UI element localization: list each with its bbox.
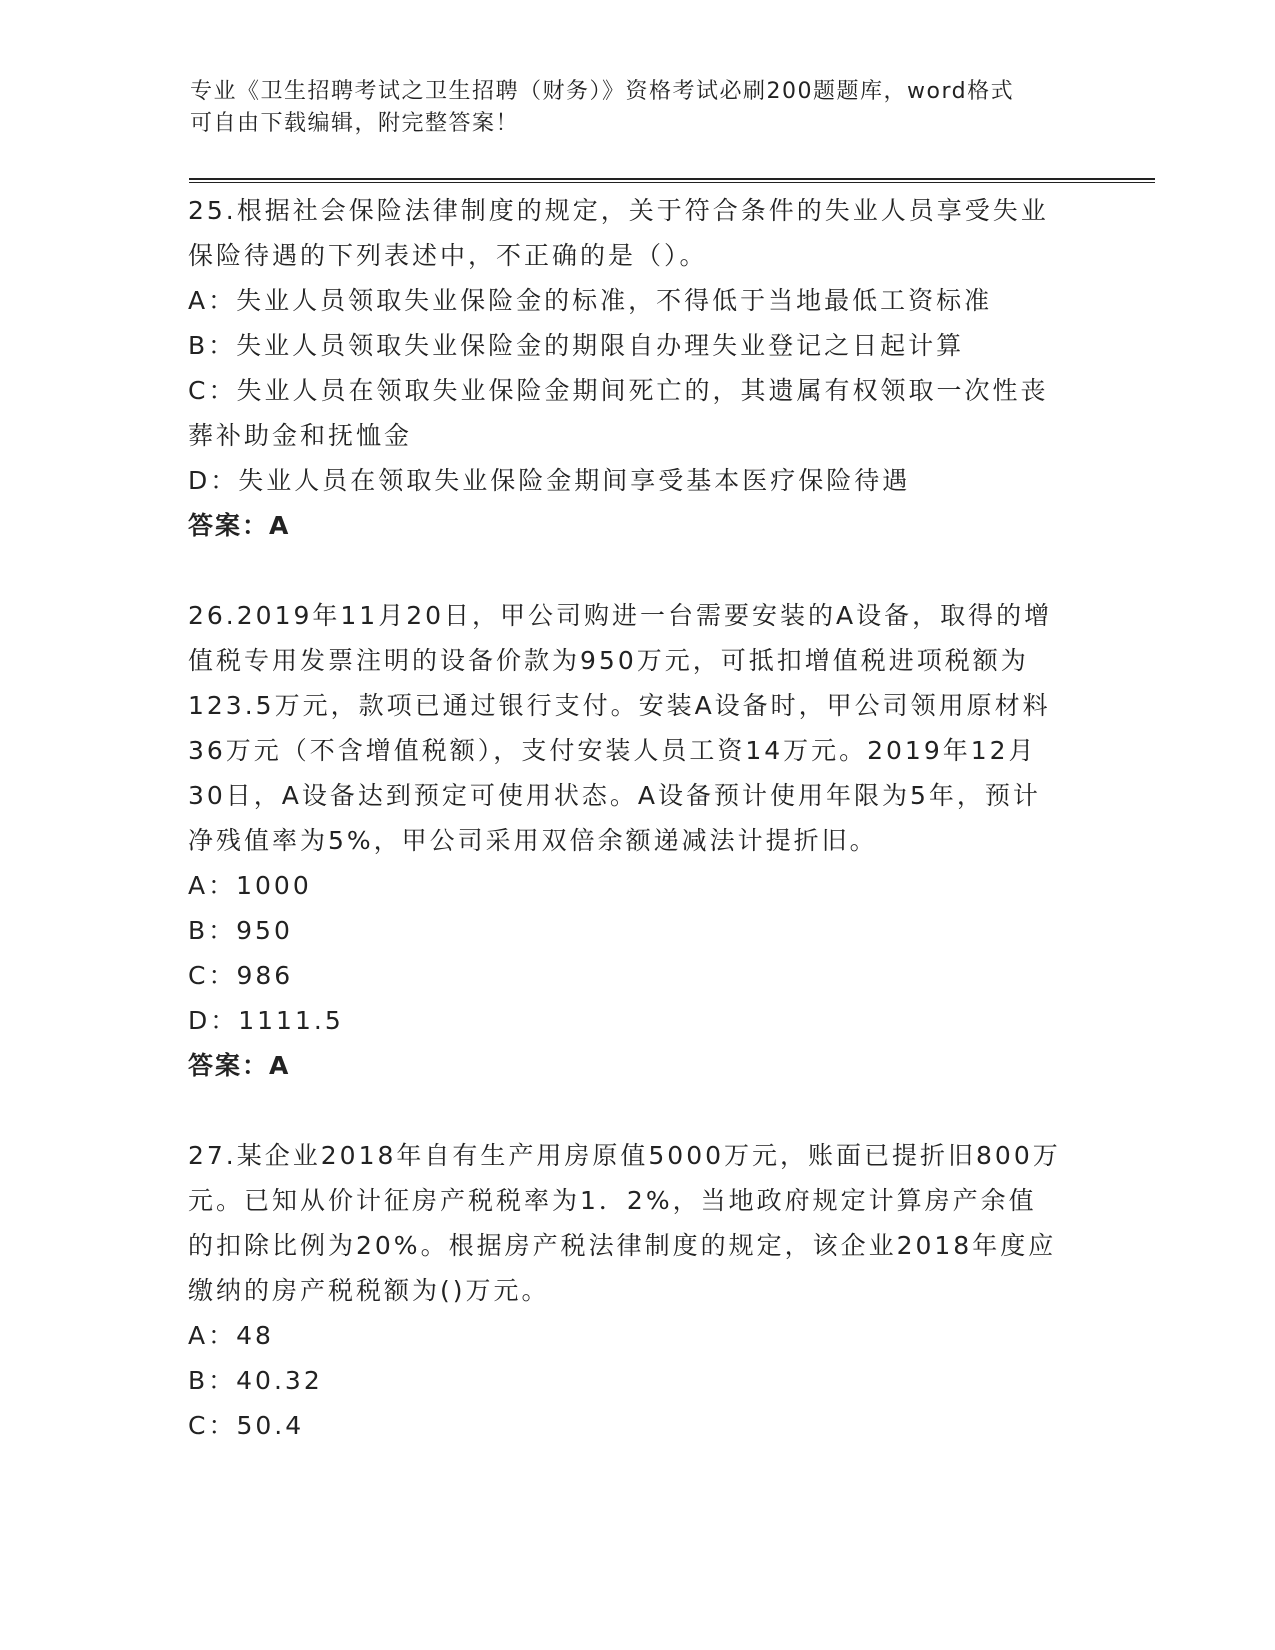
stem-line: 36万元（不含增值税额），支付安装人员工资14万元。2019年12月 <box>188 736 1037 765</box>
header-divider-thin <box>189 182 1155 183</box>
option-a <box>188 1313 1088 1358</box>
option-line: A：48 <box>188 1321 274 1350</box>
question-stem <box>188 593 1088 863</box>
option-line: C：50.4 <box>188 1411 305 1440</box>
answer-label: 答案：A <box>188 1051 291 1080</box>
question-list <box>188 188 1088 1448</box>
question-27 <box>188 1133 1088 1448</box>
header-line-2: 可自由下载编辑，附完整答案！ <box>190 111 520 136</box>
option-line: A：失业人员领取失业保险金的标准，不得低于当地最低工资标准 <box>188 286 993 315</box>
stem-line: 元。已知从价计征房产税税率为1．2%，当地政府规定计算房产余值 <box>188 1186 1037 1215</box>
option-d <box>188 998 1088 1043</box>
stem-line: 123.5万元，款项已通过银行支付。安装A设备时，甲公司领用原材料 <box>188 691 1051 720</box>
stem-line: 26.2019年11月20日，甲公司购进一台需要安装的A设备，取得的增 <box>188 601 1053 630</box>
question-26 <box>188 593 1088 1088</box>
option-line: C：986 <box>188 961 294 990</box>
stem-line: 净残值率为5%，甲公司采用双倍余额递减法计提折旧。 <box>188 826 878 855</box>
stem-line: 30日，A设备达到预定可使用状态。A设备预计使用年限为5年，预计 <box>188 781 1041 810</box>
option-b <box>188 323 1088 368</box>
option-line: B：失业人员领取失业保险金的期限自办理失业登记之日起计算 <box>188 331 965 360</box>
option-line: B：950 <box>188 916 293 945</box>
question-25 <box>188 188 1088 548</box>
header-divider-thick <box>189 178 1155 180</box>
option-line: 葬补助金和抚恤金 <box>188 421 413 450</box>
question-stem <box>188 1133 1088 1313</box>
option-line: D：失业人员在领取失业保险金期间享受基本医疗保险待遇 <box>188 466 911 495</box>
stem-line: 值税专用发票注明的设备价款为950万元，可抵扣增值税进项税额为 <box>188 646 1029 675</box>
option-line: A：1000 <box>188 871 312 900</box>
option-b <box>188 908 1088 953</box>
stem-line: 缴纳的房产税税额为()万元。 <box>188 1276 550 1305</box>
option-b <box>188 1358 1088 1403</box>
option-a <box>188 278 1088 323</box>
stem-line: 的扣除比例为20%。根据房产税法律制度的规定，该企业2018年度应 <box>188 1231 1057 1260</box>
stem-line: 保险待遇的下列表述中，不正确的是（）。 <box>188 241 708 270</box>
answer-label: 答案：A <box>188 511 291 540</box>
option-c <box>188 953 1088 998</box>
stem-line: 27.某企业2018年自有生产用房原值5000万元，账面已提折旧800万 <box>188 1141 1061 1170</box>
header-line-1: 专业《卫生招聘考试之卫生招聘（财务）》资格考试必刷200题题库，word格式 <box>190 79 1015 104</box>
option-c <box>188 1403 1088 1448</box>
stem-line: 25.根据社会保险法律制度的规定，关于符合条件的失业人员享受失业 <box>188 196 1049 225</box>
document-header <box>190 76 1090 140</box>
question-spacer <box>188 548 1088 593</box>
option-d <box>188 458 1088 503</box>
option-a <box>188 863 1088 908</box>
header-divider <box>189 178 1155 184</box>
option-line: B：40.32 <box>188 1366 323 1395</box>
option-c <box>188 368 1088 458</box>
option-line: D：1111.5 <box>188 1006 344 1035</box>
option-line: C：失业人员在领取失业保险金期间死亡的，其遗属有权领取一次性丧 <box>188 376 1049 405</box>
question-spacer <box>188 1088 1088 1133</box>
question-stem <box>188 188 1088 278</box>
